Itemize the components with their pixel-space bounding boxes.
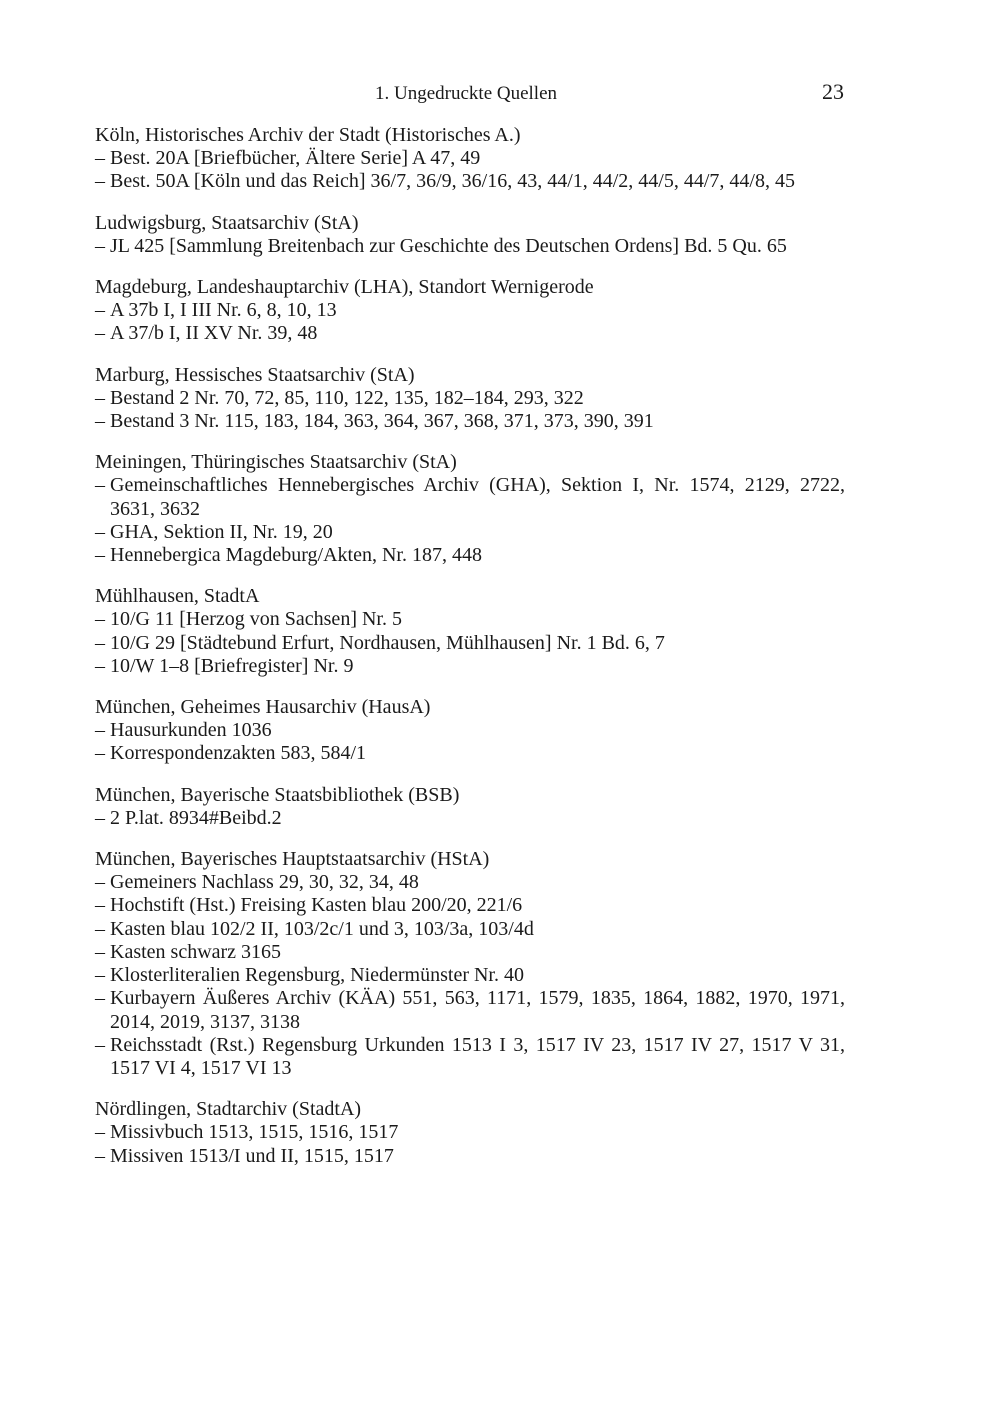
dash-marker: – (95, 147, 105, 170)
list-item (95, 719, 845, 742)
entry-text: 10/W 1–8 [Briefregister] Nr. 9 (110, 654, 354, 677)
dash-marker: – (95, 742, 105, 765)
entry-text: Kurbayern Äußeres Archiv (KÄA) 551, 563, 1171, 1579, 1835, 1864, 1882, 1970, 1971, 2014, 2019, 3137, 3138 (110, 987, 845, 1033)
entry-text: Gemeinschaftliches Hennebergisches Archiv (GHA), Sektion I, Nr. 1574, 2129, 2722, 3631, 3632 (110, 474, 845, 520)
archive-heading: Ludwigsburg, Staatsarchiv (StA) (95, 211, 359, 234)
entry-text: Korrespondenzakten 583, 584/1 (110, 742, 367, 765)
dash-marker: – (95, 170, 105, 193)
entry-list (95, 299, 845, 345)
dash-marker: – (95, 894, 105, 917)
entry-list (95, 387, 845, 433)
archive-magdeburg (95, 276, 845, 346)
list-item (95, 608, 845, 631)
dash-marker: – (95, 1144, 105, 1167)
entry-text: Kasten blau 102/2 II, 103/2c/1 und 3, 103/3a, 103/4d (110, 917, 534, 940)
entry-list (95, 474, 845, 567)
entry-text: GHA, Sektion II, Nr. 19, 20 (110, 520, 333, 543)
entry-text: Kasten schwarz 3165 (110, 940, 282, 963)
list-item (95, 147, 845, 170)
list-item (95, 632, 845, 655)
dash-marker: – (95, 544, 105, 567)
entry-text: Reichsstadt (Rst.) Regensburg Urkunden 1513 I 3, 1517 IV 23, 1517 IV 27, 1517 V 31, 1517 VI 4, 1517 VI 13 (110, 1033, 845, 1079)
archive-heading: Mühlhausen, StadtA (95, 585, 260, 608)
entry-text: A 37/b I, II XV Nr. 39, 48 (110, 322, 318, 345)
dash-marker: – (95, 608, 105, 631)
list-item (95, 387, 845, 410)
archive-muenchen-hsta (95, 848, 845, 1080)
dash-marker: – (95, 631, 105, 654)
list-item (95, 322, 845, 345)
dash-marker: – (95, 474, 105, 497)
dash-marker: – (95, 806, 105, 829)
entry-text: 10/G 29 [Städtebund Erfurt, Nordhausen, Mühlhausen] Nr. 1 Bd. 6, 7 (110, 631, 665, 654)
archive-noerdlingen (95, 1098, 845, 1168)
list-item (95, 521, 845, 544)
list-item (95, 1145, 845, 1168)
entry-text: Klosterliteralien Regensburg, Niedermünster Nr. 40 (110, 964, 524, 987)
running-head (0, 80, 1004, 108)
entry-text: 10/G 11 [Herzog von Sachsen] Nr. 5 (110, 608, 402, 631)
archive-meiningen (95, 451, 845, 567)
list-item (95, 807, 845, 830)
list-item (95, 299, 845, 322)
archive-ludwigsburg (95, 212, 845, 258)
dash-marker: – (95, 299, 105, 322)
dash-marker: – (95, 964, 105, 987)
entry-text: JL 425 [Sammlung Breitenbach zur Geschichte des Deutschen Ordens] Bd. 5 Qu. 65 (110, 234, 787, 257)
archive-muehlhausen (95, 585, 845, 678)
list-item (95, 1034, 845, 1080)
entry-text: Hochstift (Hst.) Freising Kasten blau 200/20, 221/6 (110, 894, 523, 917)
list-item (95, 894, 845, 917)
list-item (95, 987, 845, 1033)
dash-marker: – (95, 1033, 105, 1056)
archive-heading: Köln, Historisches Archiv der Stadt (Historisches A.) (95, 124, 521, 146)
entry-text: 2 P.lat. 8934#Beibd.2 (110, 806, 282, 829)
list-item (95, 235, 845, 258)
page-number: 23 (822, 79, 844, 104)
entry-text: Bestand 3 Nr. 115, 183, 184, 363, 364, 367, 368, 371, 373, 390, 391 (110, 410, 654, 433)
list-item (95, 474, 845, 520)
entry-list (95, 147, 845, 193)
archive-heading: Nördlingen, Stadtarchiv (StadtA) (95, 1098, 362, 1121)
list-item (95, 742, 845, 765)
running-title: 1. Ungedruckte Quellen (375, 83, 558, 104)
entry-text: Bestand 2 Nr. 70, 72, 85, 110, 122, 135, 182–184, 293, 322 (110, 386, 584, 409)
entry-text: Missivbuch 1513, 1515, 1516, 1517 (110, 1121, 399, 1144)
dash-marker: – (95, 410, 105, 433)
archive-heading: Meiningen, Thüringisches Staatsarchiv (StA) (95, 451, 457, 474)
dash-marker: – (95, 386, 105, 409)
archive-muenchen-bsb (95, 784, 845, 830)
list-item (95, 941, 845, 964)
entry-text: Hausurkunden 1036 (110, 719, 272, 742)
dash-marker: – (95, 234, 105, 257)
dash-marker: – (95, 719, 105, 742)
archive-heading: München, Geheimes Hausarchiv (HausA) (95, 696, 431, 719)
list-item (95, 170, 845, 193)
list-item (95, 918, 845, 941)
archive-heading: Magdeburg, Landeshauptarchiv (LHA), Standort Wernigerode (95, 276, 594, 299)
archive-marburg (95, 364, 845, 434)
entry-text: Missiven 1513/I und II, 1515, 1517 (110, 1144, 394, 1167)
entry-text: Best. 20A [Briefbücher, Ältere Serie] A 47, 49 (110, 147, 481, 170)
entry-text: Best. 50A [Köln und das Reich] 36/7, 36/9, 36/16, 43, 44/1, 44/2, 44/5, 44/7, 44/8, 45 (110, 170, 795, 193)
dash-marker: – (95, 987, 105, 1010)
dash-marker: – (95, 322, 105, 345)
entry-list (95, 719, 845, 765)
dash-marker: – (95, 520, 105, 543)
list-item (95, 655, 845, 678)
entry-list (95, 1121, 845, 1167)
dash-marker: – (95, 1121, 105, 1144)
dash-marker: – (95, 917, 105, 940)
list-item (95, 544, 845, 567)
archive-heading: München, Bayerische Staatsbibliothek (BSB) (95, 783, 460, 806)
list-item (95, 1121, 845, 1144)
source-list (95, 124, 845, 1186)
list-item (95, 964, 845, 987)
dash-marker: – (95, 654, 105, 677)
entry-text: A 37b I, I III Nr. 6, 8, 10, 13 (110, 299, 337, 322)
entry-list (95, 235, 845, 258)
archive-heading: München, Bayerisches Hauptstaatsarchiv (HStA) (95, 848, 490, 871)
entry-list (95, 608, 845, 678)
list-item (95, 410, 845, 433)
dash-marker: – (95, 940, 105, 963)
entry-list (95, 871, 845, 1080)
entry-text: Hennebergica Magdeburg/Akten, Nr. 187, 448 (110, 544, 482, 567)
entry-list (95, 807, 845, 830)
archive-koeln (95, 124, 845, 194)
archive-heading: Marburg, Hessisches Staatsarchiv (StA) (95, 363, 415, 386)
entry-text: Gemeiners Nachlass 29, 30, 32, 34, 48 (110, 871, 419, 894)
dash-marker: – (95, 871, 105, 894)
list-item (95, 871, 845, 894)
archive-muenchen-hausarchiv (95, 696, 845, 766)
